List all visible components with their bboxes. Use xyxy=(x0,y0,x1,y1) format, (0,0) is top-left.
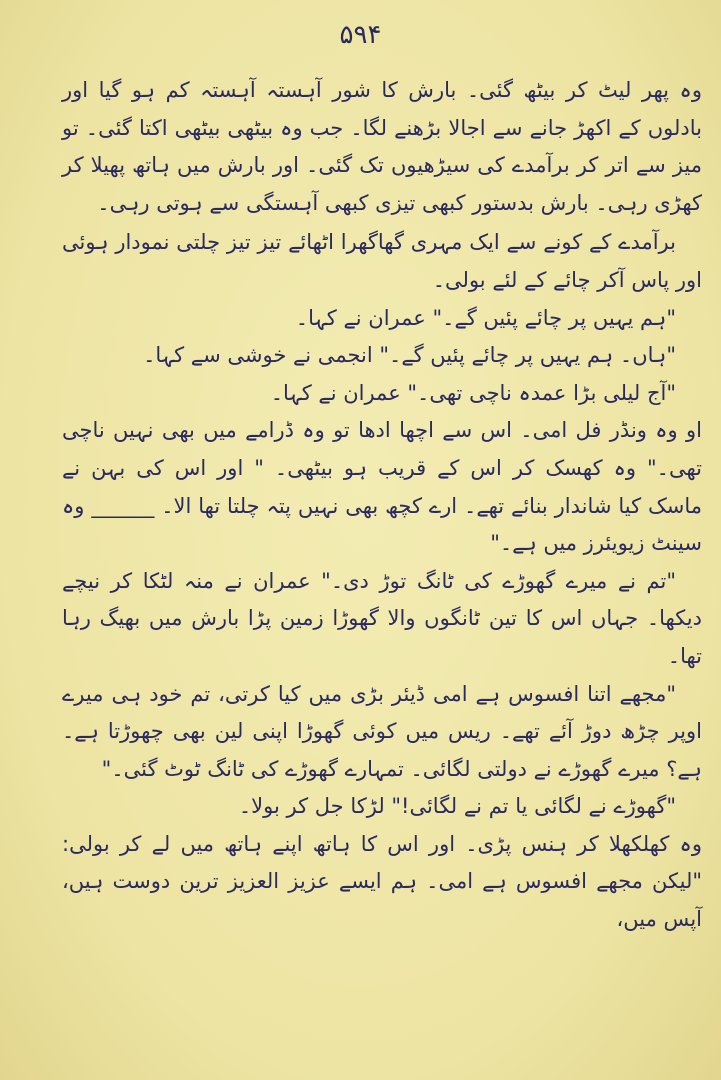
paragraph: وہ کھلکھلا کر ہنس پڑی۔ اور اس کا ہاتھ اپنے ہاتھ میں لے کر بولی: "لیکن مجھے افسوس ہے امی۔ ہم ایسے عزیز العزیز ترین دوست ہیں، آپس میں، xyxy=(62,831,702,932)
page-number: ۵۹۴ xyxy=(339,20,382,50)
dialogue-line: "آج لیلی بڑا عمدہ ناچی تھی۔" عمران نے کہا۔ xyxy=(270,380,676,405)
paragraph: وہ پھر لیٹ کر بیٹھ گئی۔ بارش کا شور آہستہ آہستہ کم ہو گیا اور بادلوں کے اکھڑ جانے سے اجالا بڑھنے لگا۔ جب وہ بیٹھی بیٹھی اکتا گئی۔ تو میز سے اتر کر برآمدے کی سیڑھیوں تک گئی۔ اور بارش میں ہاتھ پھیلا کر کھڑی رہی۔ بارش بدستور کبھی تیزی کبھی آہستگی سے ہوتی رہی۔ xyxy=(62,78,702,215)
dialogue-line: "گھوڑے نے لگائی یا تم نے لگائی!" لڑکا جل کر بولا۔ xyxy=(238,794,676,819)
dialogue-line: "ہم یہیں پر چائے پئیں گے۔" عمران نے کہا۔ xyxy=(295,305,676,330)
paragraph: برآمدے کے کونے سے ایک مہری گھاگھرا اٹھائے تیز تیز چلتی نمودار ہوئی اور پاس آکر چائے کے لئے بولی۔ xyxy=(62,230,702,292)
paragraph: "تم نے میرے گھوڑے کی ٹانگ توڑ دی۔" عمران نے منہ لٹکا کر نیچے دیکھا۔ جہاں اس کا تین ٹانگوں والا گھوڑا زمین پڑا بارش میں بھیگ رہا تھا۔ xyxy=(62,568,702,668)
paragraph: او وہ ونڈر فل امی۔ اس سے اچھا ادھا تو وہ ڈرامے میں بھی نہیں ناچی تھی۔" وہ کھسک کر اس کے قریب ہو بیٹھی۔ " اور اس کی بہن نے ماسک کیا شاندار بنائے تھے۔ ارے کچھ بھی نہیں پتہ چلتا تھا الا۔ ______ وہ سینٹ زیویئرز میں ہے۔" xyxy=(62,418,702,556)
body-text xyxy=(62,72,702,939)
dialogue-line: "ہاں۔ ہم یہیں پر چائے پئیں گے۔" انجمی نے خوشی سے کہا۔ xyxy=(143,343,676,368)
paragraph: "مجھے اتنا افسوس ہے امی ڈیئر بڑی میں کیا کرتی، تم خود ہی میرے اوپر چڑھ دوڑ آئے تھے۔ ریس میں کوئی گھوڑا اپنی لین بھی چھوڑتا ہے۔ ہے؟ میرے گھوڑے نے دولتی لگائی۔ تمہارے گھوڑے کی ٹانگ ٹوٹ گئی۔" xyxy=(62,681,702,781)
